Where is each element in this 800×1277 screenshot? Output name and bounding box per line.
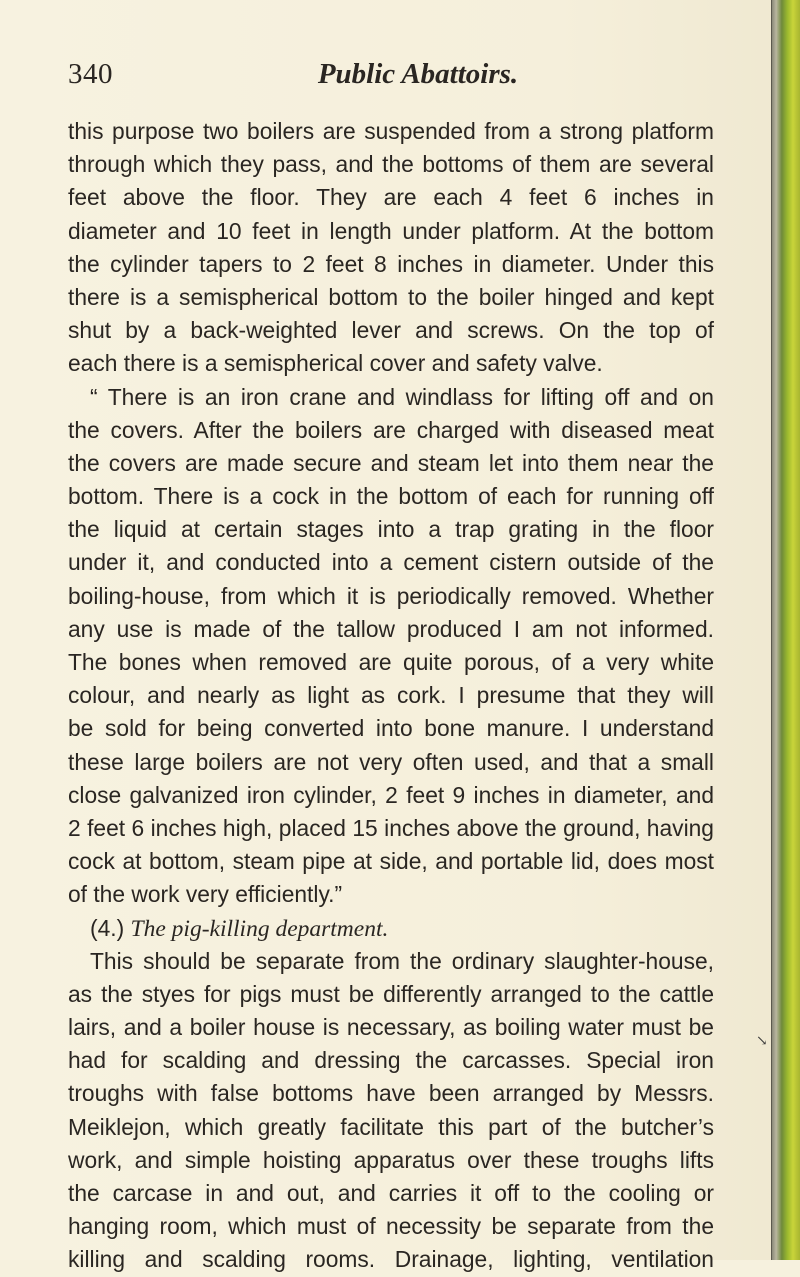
text-line: as the styes for pigs must be differently arranged to the cattle: [68, 980, 714, 1007]
book-edge: [772, 0, 800, 1260]
section-title: The pig-killing department.: [130, 915, 389, 942]
page-number: 340: [68, 58, 113, 90]
body-text: [68, 115, 714, 1277]
text-line: This should be separate from the ordinary slaughter-house,: [90, 947, 714, 974]
text-line: 2 feet 6 inches high, placed 15 inches above the ground, having: [68, 814, 714, 841]
section-heading: [68, 912, 714, 945]
text-line: under it, and conducted into a cement cistern outside of the: [68, 549, 714, 576]
text-line: diameter and 10 feet in length under platform. At the bottom: [68, 217, 714, 244]
section-number: (4.): [90, 914, 125, 941]
text-line: be sold for being converted into bone manure. I understand: [68, 715, 714, 742]
text-line: colour, and nearly as light as cork. I presume that they will: [68, 682, 714, 709]
text-line: troughs with false bottoms have been arranged by Messrs.: [68, 1080, 714, 1107]
text-line: lairs, and a boiler house is necessary, as boiling water must be: [68, 1014, 714, 1041]
edge-mark-icon: ↘: [756, 1034, 768, 1049]
text-line: any use is made of the tallow produced I am not informed.: [68, 615, 714, 642]
text-line: The bones when removed are quite porous, of a very white: [68, 649, 714, 675]
text-line: bottom. There is a cock in the bottom of each for running off: [68, 483, 714, 510]
text-line: this purpose two boilers are suspended from a strong platform: [68, 118, 714, 144]
text-line: Meiklejon, which greatly facilitate this part of the butcher’s: [68, 1113, 714, 1140]
text-line: the covers. After the boilers are charged with diseased meat: [68, 416, 714, 443]
text-line: each there is a semispherical cover and safety valve.: [68, 350, 603, 377]
text-line: these large boilers are not very often used, and that a small: [68, 748, 714, 775]
text-line: through which they pass, and the bottoms of them are several: [68, 151, 714, 178]
text-line: the cylinder tapers to 2 feet 8 inches in diameter. Under this: [68, 250, 714, 277]
text-line: hanging room, which must of necessity be separate from the: [68, 1213, 714, 1240]
text-line: had for scalding and dressing the carcasses. Special iron: [68, 1047, 714, 1074]
text-line: the carcase in and out, and carries it off to the cooling or: [68, 1180, 714, 1206]
text-line: the covers are made secure and steam let into them near the: [68, 449, 714, 476]
text-line: work, and simple hoisting apparatus over these troughs lifts: [68, 1146, 714, 1173]
text-line: the liquid at certain stages into a trap grating in the floor: [68, 516, 714, 543]
text-line: there is a semispherical bottom to the boiler hinged and kept: [68, 283, 714, 310]
text-line: close galvanized iron cylinder, 2 feet 9 inches in diameter, and: [68, 781, 714, 808]
text-line: “ There is an iron crane and windlass for lifting off and on: [90, 383, 714, 410]
text-line: cock at bottom, steam pipe at side, and portable lid, does most: [68, 848, 714, 875]
text-line: killing and scalding rooms. Drainage, lighting, ventilation: [68, 1246, 714, 1273]
text-line: shut by a back-weighted lever and screws. On the top of: [68, 317, 714, 344]
running-title: Public Abattoirs.: [317, 58, 519, 90]
text-line: feet above the floor. They are each 4 feet 6 inches in: [68, 184, 714, 211]
page-header: [68, 58, 768, 98]
text-line: of the work very efficiently.”: [68, 881, 343, 908]
text-line: boiling-house, from which it is periodically removed. Whether: [68, 582, 714, 609]
